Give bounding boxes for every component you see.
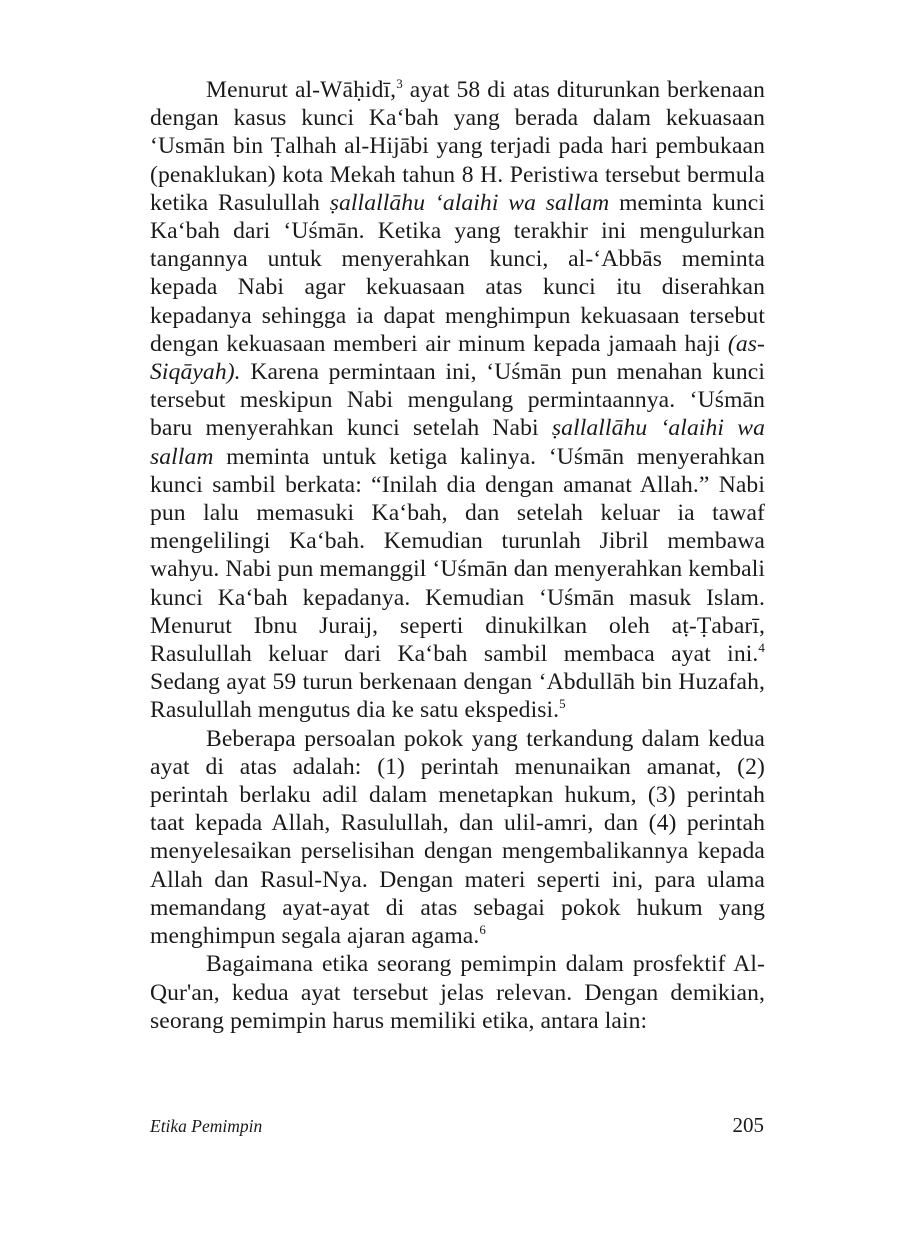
text-segment: Sedang ayat 59 turun berkenaan dengan ‘Abdullāh bin Huzafah, Rasulullah mengutus dia ke satu ekspedisi. [150, 669, 765, 724]
text-segment: ayat 58 di atas diturunkan berkenaan dengan kasus kunci Ka‘bah yang berada dalam kekuasaan ‘Usmān bin Ṭalhah al-Hijābi yang terjadi pada hari pembukaan (penaklukan) kota Mekah tahun 8 H. Peristiwa tersebut bermula ketika Rasulullah [150, 77, 765, 216]
paragraph-2 [150, 725, 765, 951]
italic-phrase: ṣallallāhu ‘alaihi wa sallam [329, 189, 610, 216]
text-segment: Menurut al-Wāḥidī, [206, 77, 397, 103]
text-segment: meminta kunci Ka‘bah dari ‘Uśmān. Ketika yang terakhir ini mengulurkan tangannya untuk menyerahkan kunci, al-‘Abbās meminta kepada Nabi agar kekuasaan atas kunci itu diserahkan kepadanya sehingga ia dapat menghimpun kekuasaan tersebut dengan kekuasaan memberi air minum kepada jamaah haji [150, 189, 766, 357]
text-segment: Karena permintaan ini, ‘Uśmān pun menahan kunci tersebut meskipun Nabi mengulang permintaannya. ‘Uśmān baru menyerahkan kunci setelah Nabi [150, 359, 765, 442]
paragraph-3 [150, 950, 765, 1035]
text-segment: Beberapa persoalan pokok yang terkandung dalam kedua ayat di atas adalah: (1) perintah menunaikan amanat, (2) perintah berlaku adil dalam menetapkan hukum, (3) perintah taat kepada Allah, Rasulullah, dan ulil-amri, dan (4) perintah menyelesaikan perselisihan dengan mengembalikannya kepada Allah dan Rasul-Nya. Dengan materi seperti ini, para ulama memandang ayat-ayat di atas sebagai pokok hukum yang menghimpun segala ajaran agama. [150, 725, 765, 950]
footnote-ref-3: 3 [396, 76, 403, 91]
paragraph-1 [150, 76, 765, 725]
text-segment: Bagaimana etika seorang pemimpin dalam prosfektif Al-Qur'an, kedua ayat tersebut jelas relevan. Dengan demikian, seorang pemimpin harus memiliki etika, antara lain: [150, 951, 765, 1034]
footnote-ref-5: 5 [559, 696, 566, 712]
footnote-ref-6: 6 [479, 922, 486, 938]
italic-phrase: (as-Siqāyah). [150, 330, 765, 386]
italic-phrase: ṣallallāhu ‘alaihi wa sallam [150, 415, 765, 470]
body-text [150, 76, 765, 1035]
footnote-ref-4: 4 [758, 640, 765, 656]
page-number: 205 [732, 1113, 764, 1137]
text-segment: meminta untuk ketiga kalinya. ‘Uśmān menyerahkan kunci sambil berkata: “Inilah dia dengan amanat Allah.” Nabi pun lalu memasuki Ka‘bah, dan setelah keluar ia tawaf mengelilingi Ka‘bah. Kemudian turunlah Jibril membawa wahyu. Nabi pun memanggil ‘Uśmān dan menyerahkan kembali kunci Ka‘bah kepadanya. Kemudian ‘Uśmān masuk Islam. Menurut Ibnu Juraij, seperti dinukilkan oleh aṭ-Ṭabarī, Rasulullah keluar dari Ka‘bah sambil membaca ayat ini. [150, 443, 765, 668]
running-footer-title: Etika Pemimpin [150, 1116, 263, 1136]
